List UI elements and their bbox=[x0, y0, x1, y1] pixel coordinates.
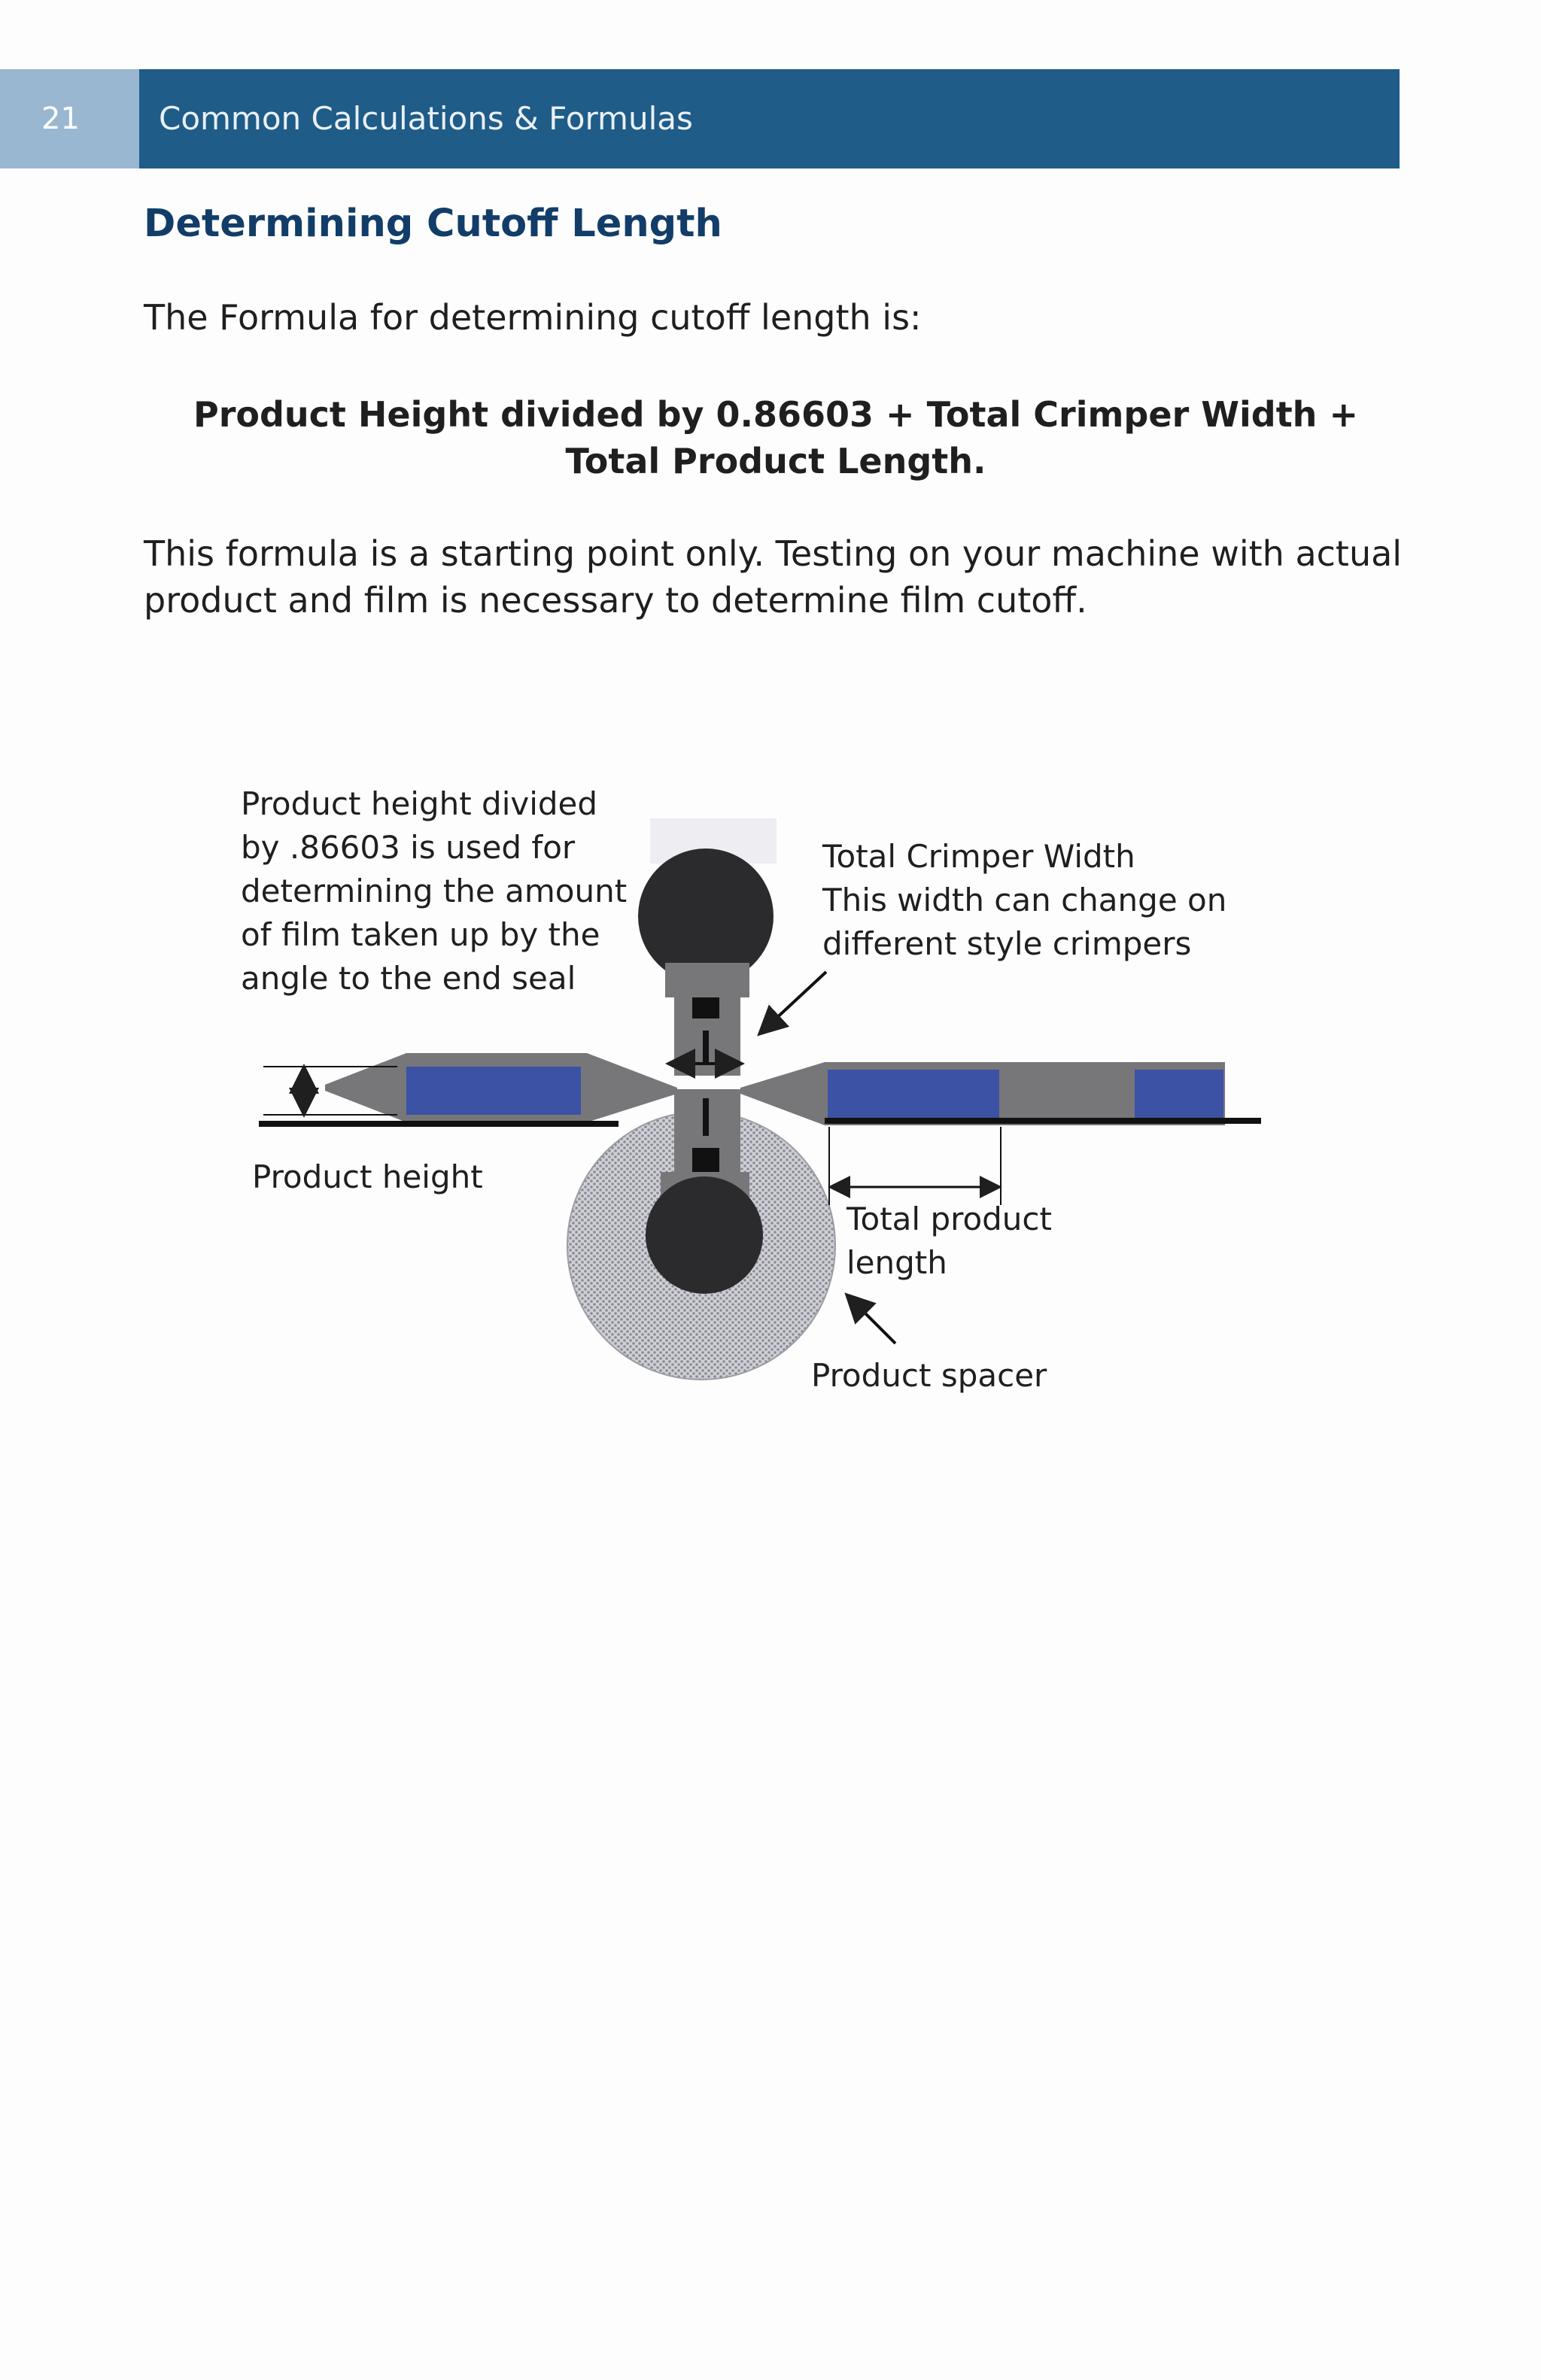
page-heading: Determining Cutoff Length bbox=[144, 202, 722, 246]
callout-height-divided: Product height divided by .86603 is used for determining the amount of film taken up by the angle to the end seal bbox=[241, 785, 628, 997]
upper-crimper-arm bbox=[665, 963, 749, 997]
note-line-1: This formula is a starting point only. Testing on your machine with actual bbox=[144, 533, 1403, 574]
upper-crimper-block bbox=[692, 997, 719, 1018]
page-number: 21 bbox=[0, 69, 139, 168]
lower-crimper-head bbox=[646, 1176, 763, 1294]
callout-product-spacer: Product spacer bbox=[811, 1357, 1047, 1394]
callout-product-length: Total product length bbox=[846, 1201, 1052, 1281]
right-product-1 bbox=[828, 1070, 999, 1118]
crimper-width-callout-arrow bbox=[761, 972, 826, 1032]
callout-crimper-width: Total Crimper Width This width can change on different style crimpers bbox=[822, 838, 1227, 962]
lower-crimper-line bbox=[703, 1098, 709, 1136]
lower-crimper-block bbox=[692, 1148, 719, 1172]
right-product-2 bbox=[1135, 1070, 1223, 1118]
intro-text: The Formula for determining cutoff length is: bbox=[144, 297, 922, 338]
note-line-2: product and film is necessary to determine film cutoff. bbox=[144, 580, 1087, 621]
left-product bbox=[406, 1067, 581, 1115]
formula-line-1: Product Height divided by 0.86603 + Total Crimper Width + bbox=[193, 394, 1358, 435]
product-spacer-callout-arrow bbox=[849, 1297, 895, 1343]
section-title: Common Calculations & Formulas bbox=[139, 69, 1400, 168]
upper-crimper-line bbox=[703, 1031, 709, 1065]
callout-product-height: Product height bbox=[252, 1158, 483, 1195]
formula-line-2: Total Product Length. bbox=[565, 441, 986, 481]
